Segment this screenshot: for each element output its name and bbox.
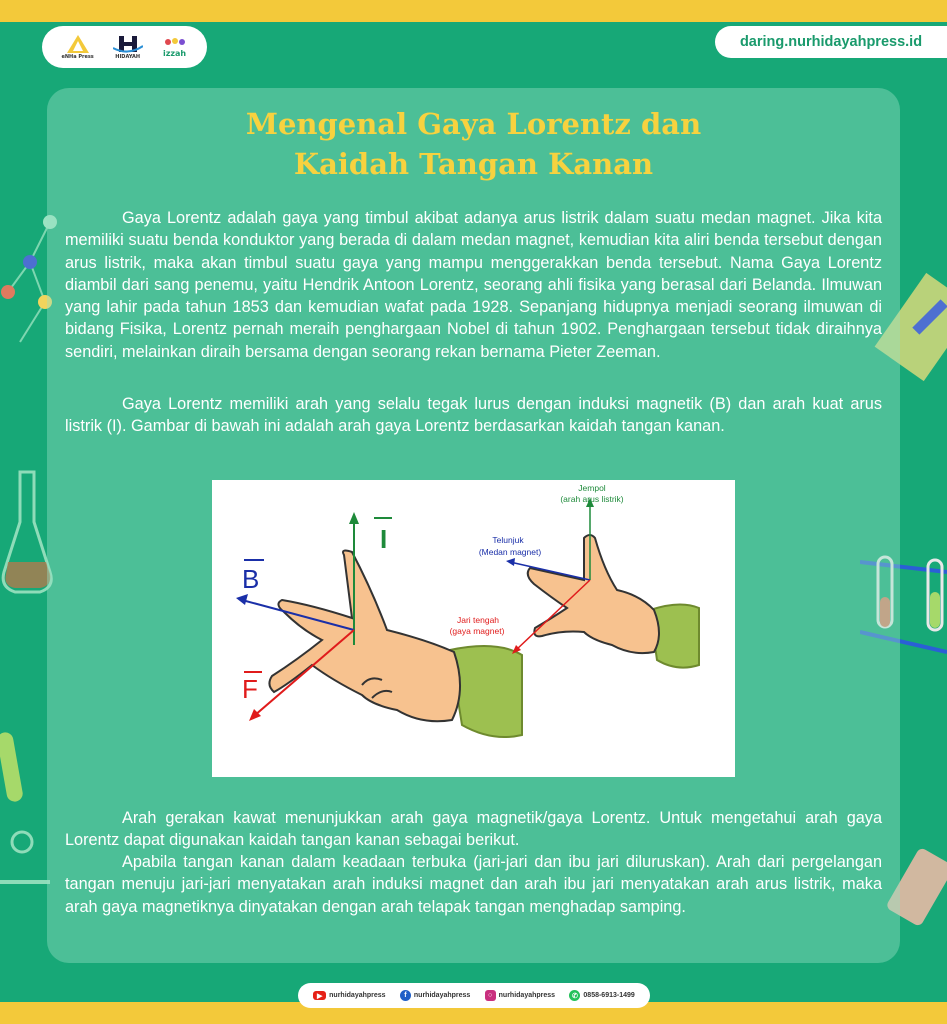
- izzah-logo-text: izzah: [162, 48, 187, 58]
- website-url[interactable]: daring.nurhidayahpress.id: [715, 26, 947, 58]
- telunjuk-sublabel: (Medan magnet): [478, 547, 542, 557]
- paragraph-4-text: Apabila tangan kanan dalam keadaan terbuka (jari-jari dan ibu jari diluruskan). Arah dari pergelangan tangan menuju jari-jari menyatakan arah induksi magnet dan arah ibu jari menyatakan arah arus listrik, maka arah gaya magnetiknya dinyatakan dengan arah telapak tangan menghadap samping.: [65, 853, 882, 916]
- hand-diagram: [212, 480, 735, 777]
- current-label: I: [380, 524, 388, 554]
- enha-logo-icon: [66, 34, 90, 54]
- hidayah-logo-icon: [113, 34, 143, 54]
- jempol-sublabel: (arah arus listrik): [560, 494, 624, 504]
- jari-tengah-sublabel: (gaya magnet): [449, 626, 505, 636]
- facebook-handle: nurhidayahpress: [413, 992, 471, 999]
- whatsapp-icon: ✆: [569, 990, 580, 1001]
- izzah-logo: [162, 37, 188, 58]
- title-line-1: Mengenal Gaya Lorentz dan: [245, 107, 702, 141]
- youtube-link[interactable]: [313, 991, 385, 1000]
- hidayah-logo-text: HIDAYAH: [115, 54, 141, 60]
- instagram-handle: nurhidayahpress: [498, 992, 556, 999]
- large-hand-palm: [269, 551, 460, 722]
- paragraph-2: [65, 393, 882, 438]
- paragraph-3-text: Arah gerakan kawat menunjukkan arah gaya magnetik/gaya Lorentz. Untuk mengetahui arah gaya Lorentz dapat digunakan kaidah tangan kanan sebagai berikut.: [65, 809, 882, 850]
- field-label: B: [242, 564, 260, 594]
- small-hand-palm: [528, 535, 659, 653]
- jempol-label: Jempol: [578, 483, 606, 493]
- jari-tengah-label: Jari tengah: [456, 615, 500, 625]
- enha-press-logo: [61, 34, 93, 60]
- facebook-icon: f: [400, 990, 411, 1001]
- whatsapp-link[interactable]: [569, 990, 634, 1001]
- test-tube-decoration: [0, 722, 40, 812]
- paragraph-3: [65, 807, 882, 852]
- current-arrowhead-large: [349, 512, 359, 524]
- whatsapp-number: 0858-6913-1499: [583, 992, 635, 999]
- enha-logo-text: eNHa Press: [61, 54, 94, 60]
- force-label: F: [242, 674, 258, 704]
- youtube-handle: nurhidayahpress: [329, 992, 386, 999]
- izzah-logo-icon: [162, 37, 188, 49]
- instagram-link[interactable]: [485, 990, 555, 1001]
- social-bar: [298, 983, 650, 1008]
- field-arrowhead-large: [236, 594, 248, 605]
- paragraph-2-text: Gaya Lorentz memiliki arah yang selalu tegak lurus dengan induksi magnetik (B) dan arah kuat arus listrik (I). Gambar di bawah ini adalah arah gaya Lorentz berdasarkan kaidah tangan kanan.: [65, 395, 882, 436]
- field-arrowhead-small: [506, 558, 515, 566]
- paragraph-1: [65, 207, 882, 363]
- paragraph-4: [65, 851, 882, 918]
- facebook-link[interactable]: [400, 990, 470, 1001]
- youtube-icon: ▶: [313, 991, 326, 1000]
- logo-bar: [42, 26, 207, 68]
- paragraph-1-text: Gaya Lorentz adalah gaya yang timbul akibat adanya arus listrik dalam suatu medan magnet. Jika kita memiliki suatu benda konduktor yang berada di dalam medan magnet, kemudian kita aliri benda tersebut dengan arus listrik, maka akan timbul suatu gaya yang mampu menggerakkan benda tersebut. Nama Gaya Lorentz diambil dari sang penemu, yaitu Hendrik Antoon Lorentz, seorang ahli fisika yang berasal dari Belanda. Ilmuwan yang lahir pada tahun 1853 dan kemudian wafat pada 1928. Sepanjang hidupnya menjadi seorang ilmuwan di bidang Fisika, Lorentz pernah meraih penghargaan Nobel di tahun 1902. Penghargaan tersebut tidak diraihnya sendiri, melainkan diraih bersama dengan seorang rekan bernama Pieter Zeeman.: [65, 209, 882, 361]
- instagram-icon: ○: [485, 990, 496, 1001]
- right-hand-rule-figure: [212, 480, 735, 777]
- hidayah-logo: [113, 34, 143, 60]
- title-line-2: Kaidah Tangan Kanan: [293, 147, 654, 181]
- small-hand: [450, 483, 699, 668]
- page-title: [0, 104, 947, 184]
- telunjuk-label: Telunjuk: [492, 535, 524, 545]
